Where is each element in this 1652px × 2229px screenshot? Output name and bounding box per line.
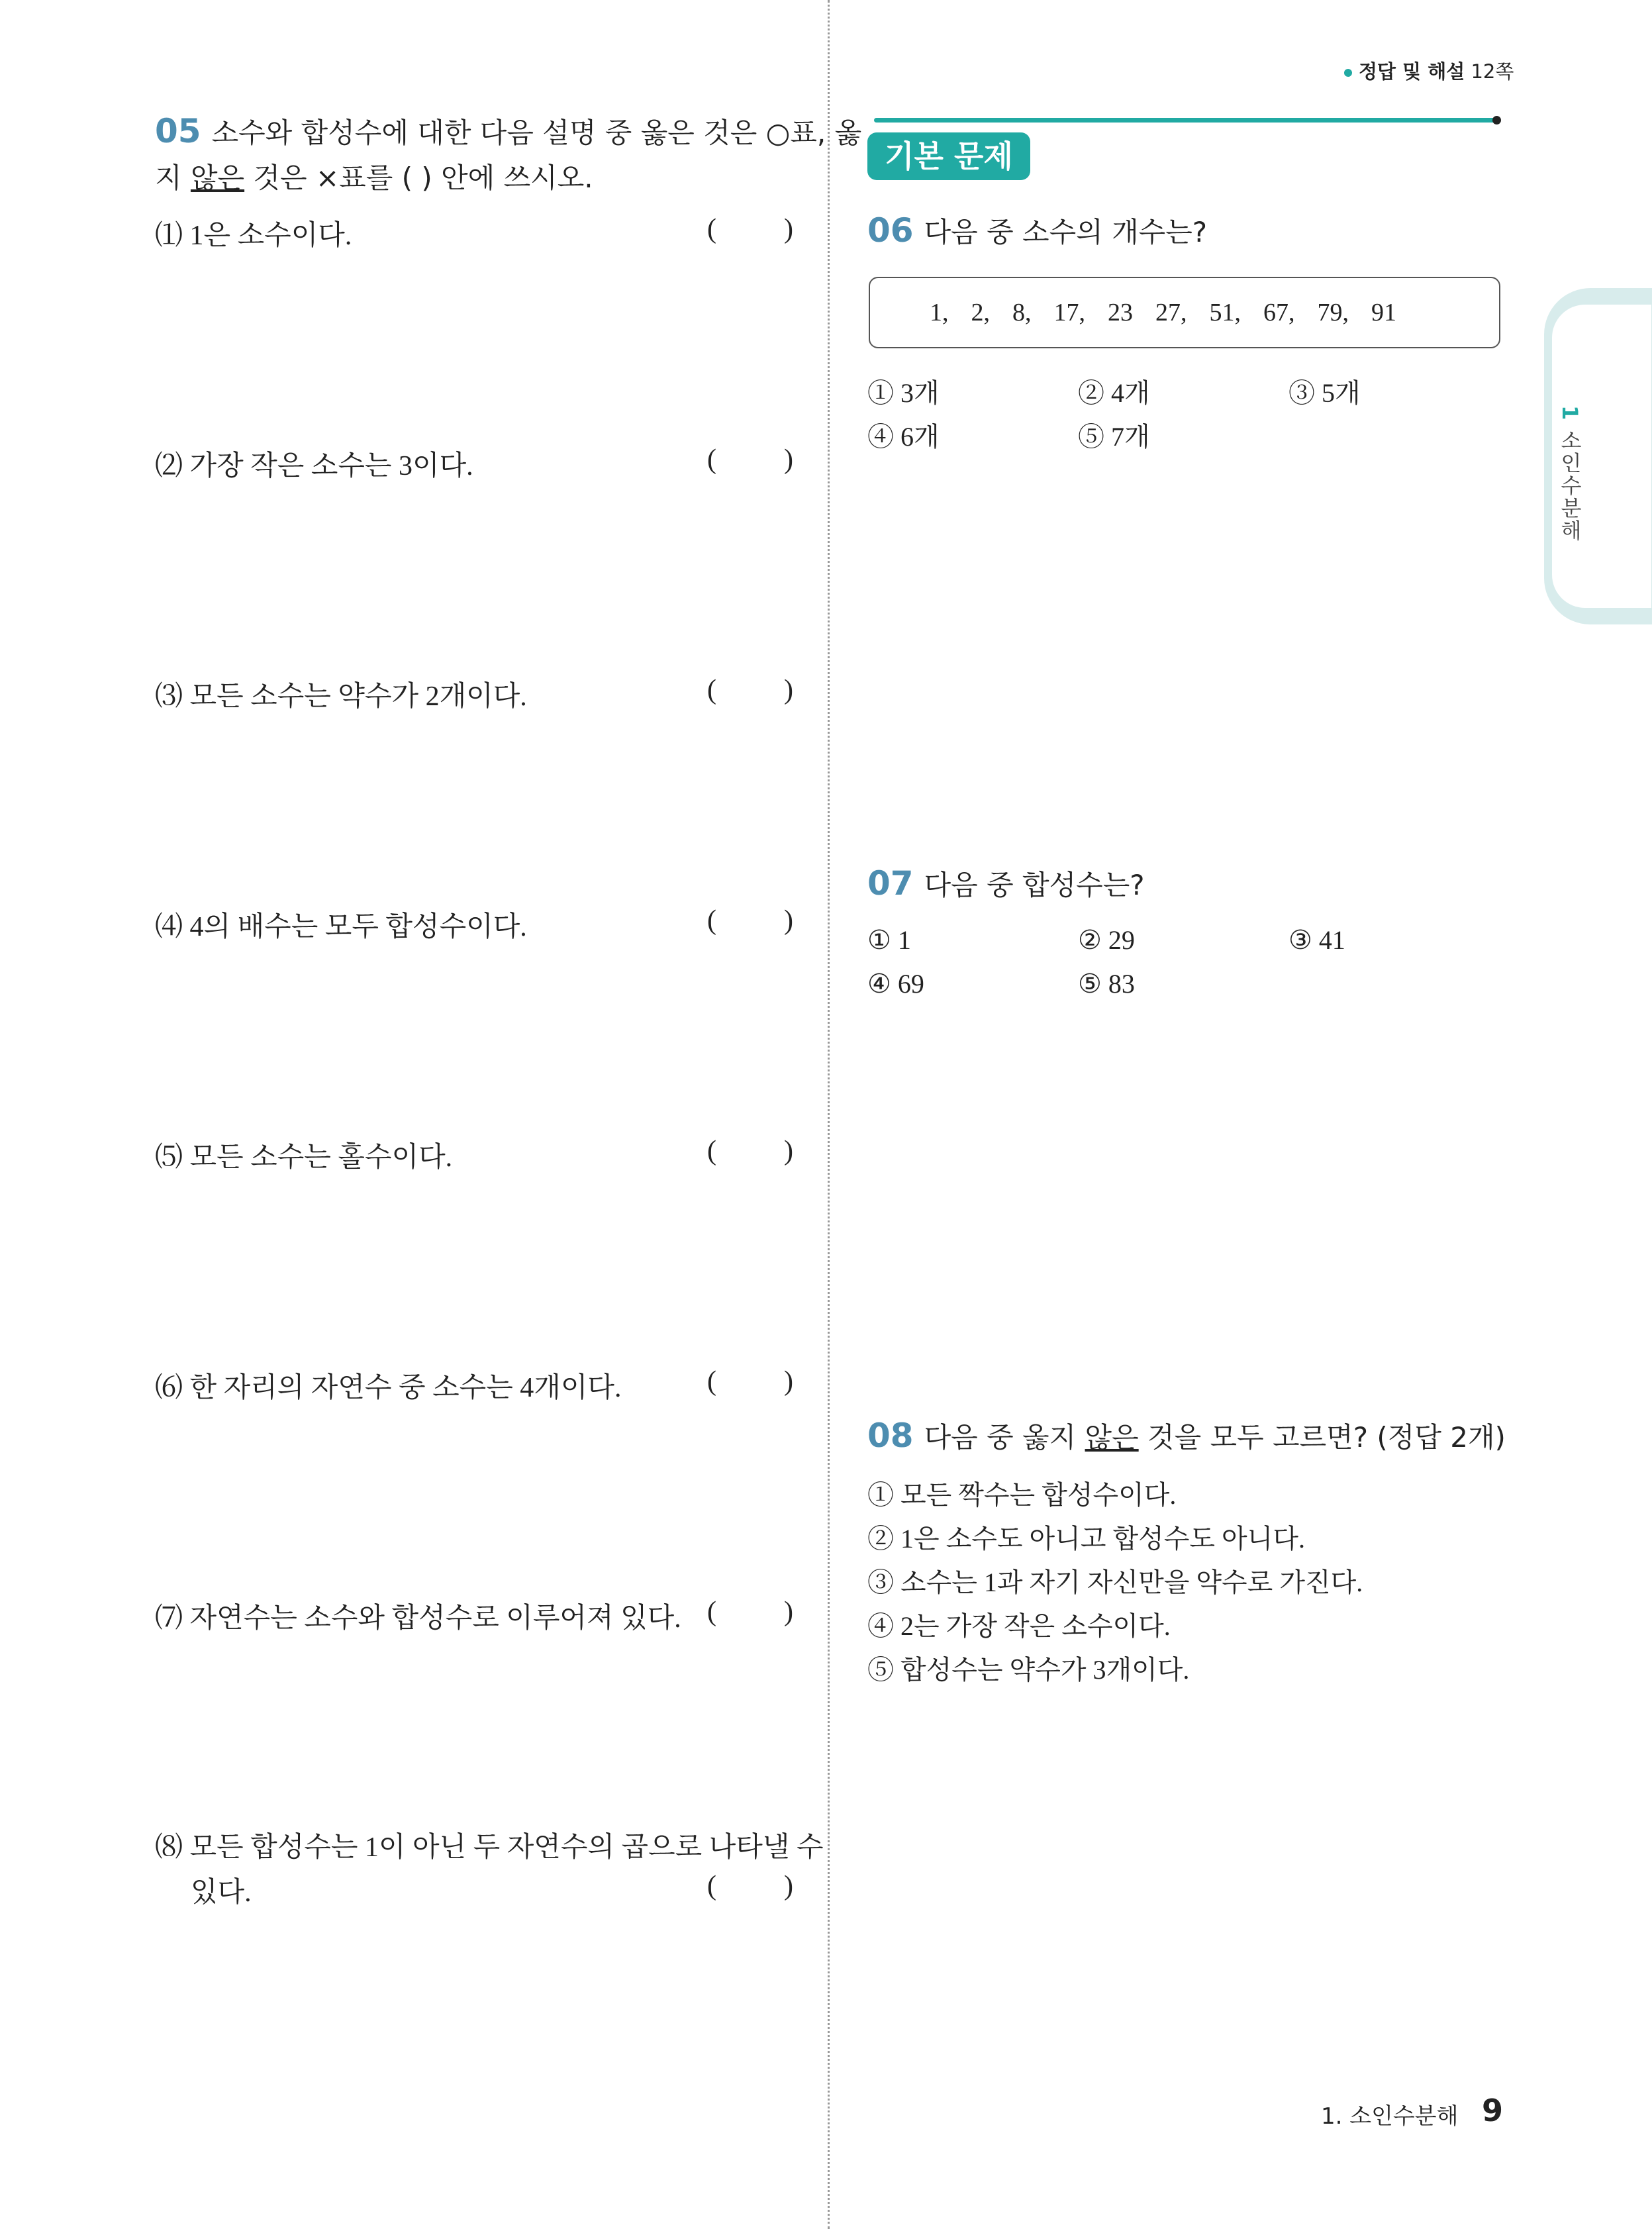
q08-option-4[interactable]: ④ 2는 가장 작은 소수이다. xyxy=(867,1611,1171,1641)
paren-open: ( xyxy=(707,214,716,244)
q08-option-1[interactable]: ① 모든 짝수는 합성수이다. xyxy=(867,1480,1177,1510)
q06-option-4[interactable]: ④ 6개 xyxy=(867,422,940,452)
footer-chapter-title: 1. 소인수분해 xyxy=(1321,2103,1459,2130)
q08-option-5[interactable]: ⑤ 합성수는 약수가 3개이다. xyxy=(867,1655,1190,1685)
paren-close: ) xyxy=(784,214,793,244)
q06-option-2[interactable]: ② 4개 xyxy=(1078,378,1150,408)
paren-open: ( xyxy=(707,1871,716,1901)
q08-text-part: 다음 중 옳지 xyxy=(924,1421,1085,1454)
q05-underlined-word: 않은 xyxy=(190,162,245,194)
number-item: 17, xyxy=(1053,299,1085,326)
q05-text-part: 것은 ×표를 ( ) 안에 쓰시오. xyxy=(244,162,593,194)
section-rule-end-dot xyxy=(1492,116,1501,124)
q06-option-3[interactable]: ③ 5개 xyxy=(1288,378,1361,408)
number-item: 67, xyxy=(1263,299,1295,326)
q07-option-5[interactable]: ⑤ 83 xyxy=(1078,969,1135,999)
chapter-side-tab-label xyxy=(1545,405,1585,542)
number-item: 1, xyxy=(930,299,949,326)
answer-blank[interactable] xyxy=(707,1135,793,1167)
q05-item-7: ⑺ 자연수는 소수와 합성수로 이루어져 있다. xyxy=(155,1603,681,1634)
paren-close: ) xyxy=(784,1136,793,1166)
paren-close: ) xyxy=(784,444,793,475)
side-tab-text: 소인수분해 xyxy=(1557,429,1582,542)
paren-close: ) xyxy=(784,1597,793,1627)
q05-text-line2 xyxy=(155,156,593,196)
q06-option-5[interactable]: ⑤ 7개 xyxy=(1078,422,1150,452)
q05-heading xyxy=(155,111,861,151)
q07-option-1[interactable]: ① 1 xyxy=(867,925,911,955)
q05-item-3: ⑶ 모든 소수는 약수가 2개이다. xyxy=(155,681,527,712)
q07-number: 07 xyxy=(867,864,914,903)
q06-number-box xyxy=(869,277,1500,348)
q06-option-1[interactable]: ① 3개 xyxy=(867,378,940,408)
answer-blank[interactable] xyxy=(707,1596,793,1628)
q05-item-8-cont: 있다. xyxy=(191,1877,252,1908)
paren-close: ) xyxy=(784,905,793,936)
section-rule xyxy=(874,118,1496,123)
side-tab-number: 1 xyxy=(1557,405,1582,422)
number-item: 79, xyxy=(1317,299,1349,326)
number-item: 2, xyxy=(971,299,990,326)
q05-text-line1: 소수와 합성수에 대한 다음 설명 중 옳은 것은 ○표, 옳 xyxy=(211,117,862,149)
paren-close: ) xyxy=(784,675,793,705)
answer-reference xyxy=(1344,57,1514,84)
answer-blank[interactable] xyxy=(707,444,793,475)
answer-ref-label: 정답 및 해설 xyxy=(1359,60,1465,83)
q05-item-5: ⑸ 모든 소수는 홀수이다. xyxy=(155,1142,453,1173)
paren-close: ) xyxy=(784,1871,793,1901)
q05-item-4: ⑷ 4의 배수는 모두 합성수이다. xyxy=(155,912,527,942)
paren-open: ( xyxy=(707,675,716,705)
page-number: 9 xyxy=(1482,2093,1504,2128)
answer-ref-page: 12쪽 xyxy=(1471,60,1514,83)
q06-number: 06 xyxy=(867,211,914,250)
paren-open: ( xyxy=(707,1366,716,1397)
number-item: 27, xyxy=(1155,299,1187,326)
answer-blank[interactable] xyxy=(707,1365,793,1397)
q07-option-2[interactable]: ② 29 xyxy=(1078,925,1135,955)
answer-blank[interactable] xyxy=(707,1870,793,1902)
section-badge: 기본 문제 xyxy=(867,132,1030,180)
paren-close: ) xyxy=(784,1366,793,1397)
answer-blank[interactable] xyxy=(707,213,793,245)
q07-option-3[interactable]: ③ 41 xyxy=(1288,925,1345,955)
q05-item-6: ⑹ 한 자리의 자연수 중 소수는 4개이다. xyxy=(155,1373,622,1403)
q06-heading xyxy=(867,211,1207,250)
number-item: 91 xyxy=(1371,299,1396,326)
q06-text: 다음 중 소수의 개수는? xyxy=(924,216,1208,248)
paren-open: ( xyxy=(707,1136,716,1166)
q07-text: 다음 중 합성수는? xyxy=(924,869,1145,901)
q05-item-2: ⑵ 가장 작은 소수는 3이다. xyxy=(155,451,473,481)
answer-blank[interactable] xyxy=(707,905,793,936)
q08-option-2[interactable]: ② 1은 소수도 아니고 합성수도 아니다. xyxy=(867,1524,1305,1554)
answer-blank[interactable] xyxy=(707,674,793,706)
paren-open: ( xyxy=(707,905,716,936)
column-divider xyxy=(828,0,830,2229)
q08-option-3[interactable]: ③ 소수는 1과 자기 자신만을 약수로 가진다. xyxy=(867,1567,1363,1597)
number-item: 51, xyxy=(1209,299,1241,326)
q05-item-1: ⑴ 1은 소수이다. xyxy=(155,221,352,251)
q08-text-part: 것을 모두 고르면? (정답 2개) xyxy=(1138,1421,1506,1454)
q05-text-part: 지 xyxy=(155,162,191,194)
q08-heading xyxy=(867,1416,1506,1456)
q08-number: 08 xyxy=(867,1416,914,1455)
q08-underlined-word: 않은 xyxy=(1085,1421,1139,1454)
q07-heading xyxy=(867,864,1145,903)
paren-open: ( xyxy=(707,1597,716,1627)
q07-option-4[interactable]: ④ 69 xyxy=(867,969,924,999)
q05-number: 05 xyxy=(155,112,201,150)
bullet-dot-icon xyxy=(1344,69,1352,77)
number-item: 8, xyxy=(1012,299,1032,326)
q05-item-8: ⑻ 모든 합성수는 1이 아닌 두 자연수의 곱으로 나타낼 수 xyxy=(155,1832,824,1863)
number-item: 23 xyxy=(1108,299,1133,326)
paren-open: ( xyxy=(707,444,716,475)
